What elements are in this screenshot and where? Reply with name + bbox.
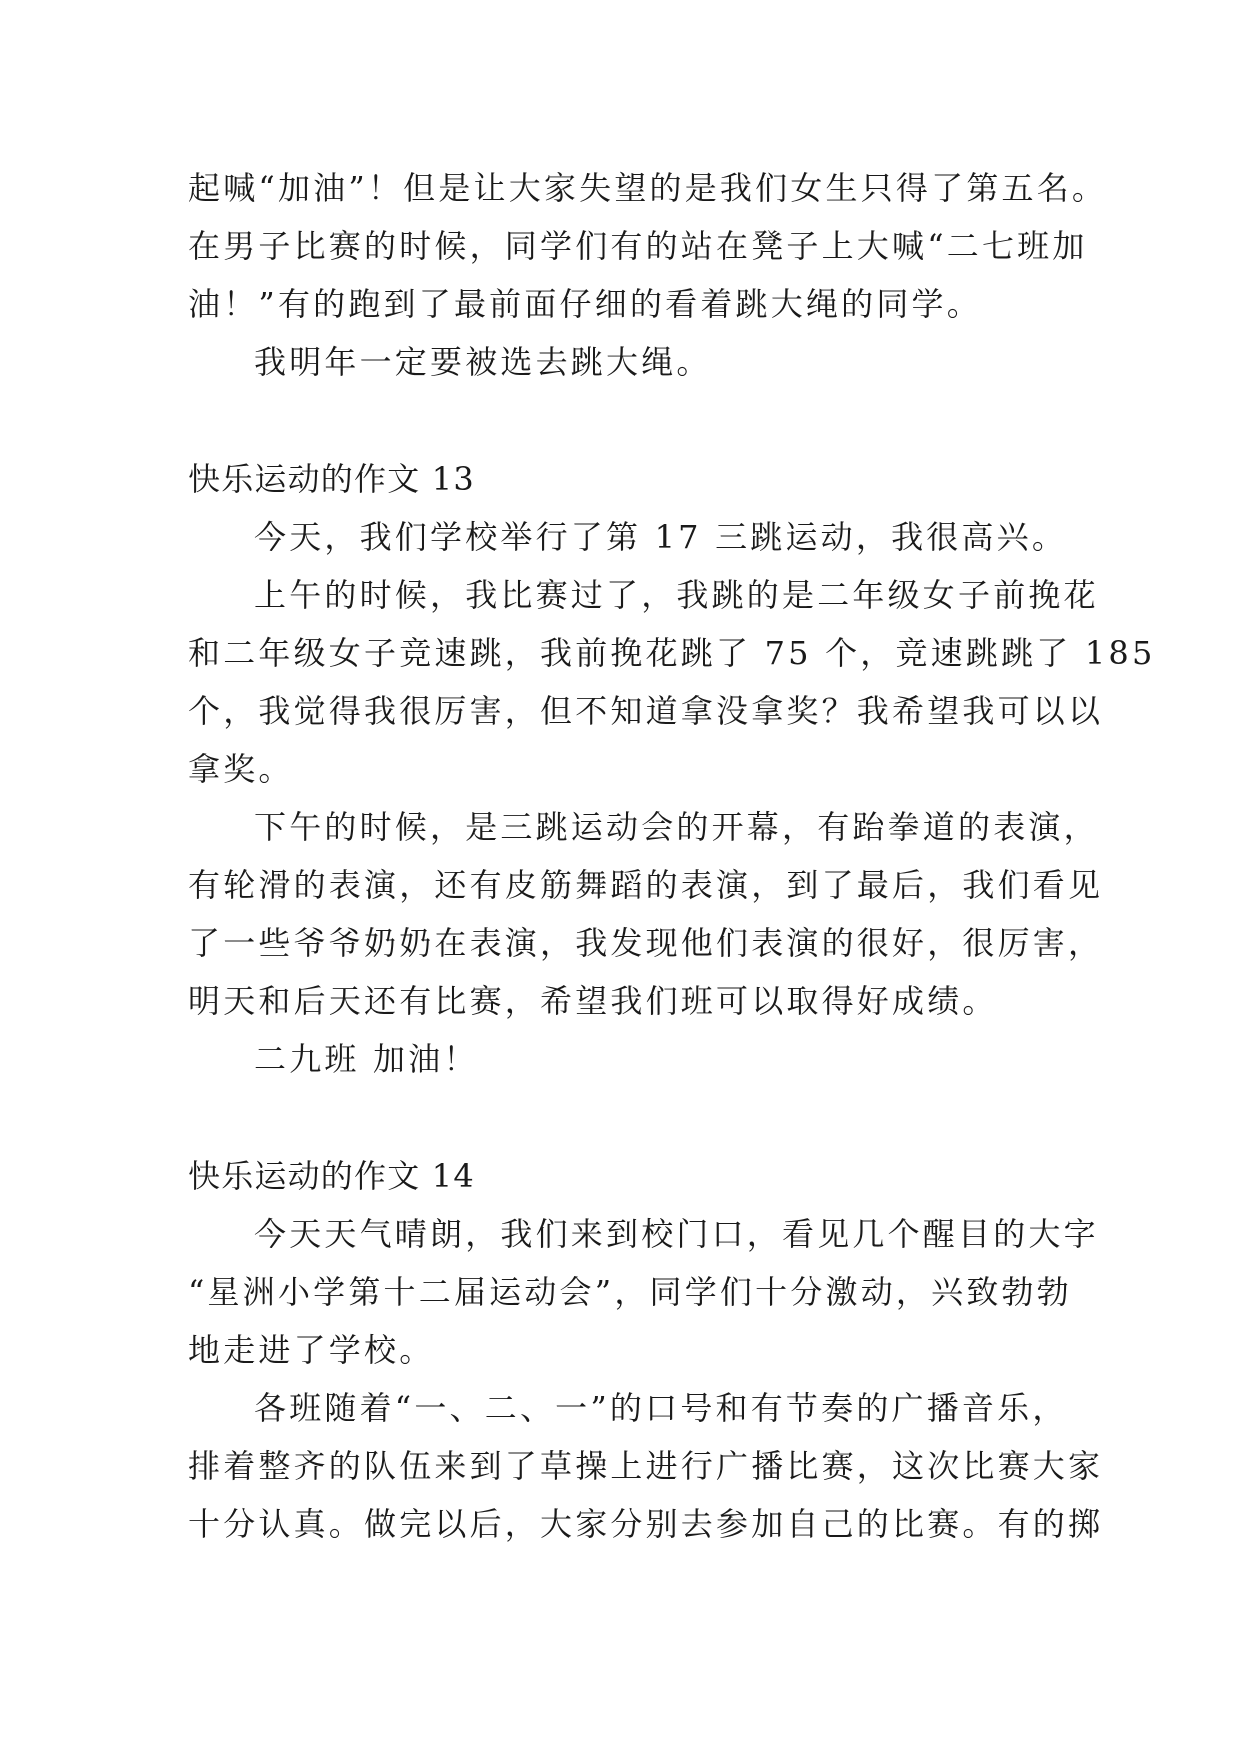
paragraph-line: 个，我觉得我很厉害，但不知道拿没拿奖？我希望我可以以 (188, 692, 1104, 730)
paragraph-line: 下午的时候，是三跳运动会的开幕，有跆拳道的表演， (254, 808, 1099, 846)
paragraph-line: 油！”有的跑到了最前面仔细的看着跳大绳的同学。 (188, 285, 982, 323)
paragraph-line: 了一些爷爷奶奶在表演，我发现他们表演的很好，很厉害， (188, 924, 1104, 962)
paragraph-line: 今天，我们学校举行了第 17 三跳运动，我很高兴。 (254, 518, 1068, 556)
paragraph-line: 和二年级女子竞速跳，我前挽花跳了 75 个，竞速跳跳了 185 (188, 634, 1156, 672)
paragraph-line: 二九班 加油！ (254, 1040, 479, 1078)
paragraph-line: 我明年一定要被选去跳大绳。 (254, 343, 712, 381)
paragraph-line: 在男子比赛的时候，同学们有的站在凳子上大喊“二七班加 (188, 227, 1088, 265)
paragraph-line: 拿奖。 (188, 750, 294, 788)
section-title: 快乐运动的作文 14 (188, 1157, 475, 1195)
paragraph-line: 有轮滑的表演，还有皮筋舞蹈的表演，到了最后，我们看见 (188, 866, 1104, 904)
paragraph-line: 今天天气晴朗，我们来到校门口，看见几个醒目的大字 (254, 1215, 1099, 1253)
paragraph-line: 排着整齐的队伍来到了草操上进行广播比赛，这次比赛大家 (188, 1447, 1104, 1485)
paragraph-line: 十分认真。做完以后，大家分别去参加自己的比赛。有的掷 (188, 1505, 1104, 1543)
paragraph-line: 起喊“加油”！但是让大家失望的是我们女生只得了第五名。 (188, 169, 1108, 207)
section-title: 快乐运动的作文 13 (188, 460, 475, 498)
paragraph-line: “星洲小学第十二届运动会”，同学们十分激动，兴致勃勃 (188, 1273, 1072, 1311)
paragraph-line: 明天和后天还有比赛，希望我们班可以取得好成绩。 (188, 982, 998, 1020)
paragraph-line: 各班随着“一、二、一”的口号和有节奏的广播音乐， (254, 1389, 1068, 1427)
paragraph-line: 上午的时候，我比赛过了，我跳的是二年级女子前挽花 (254, 576, 1099, 614)
paragraph-line: 地走进了学校。 (188, 1331, 435, 1369)
